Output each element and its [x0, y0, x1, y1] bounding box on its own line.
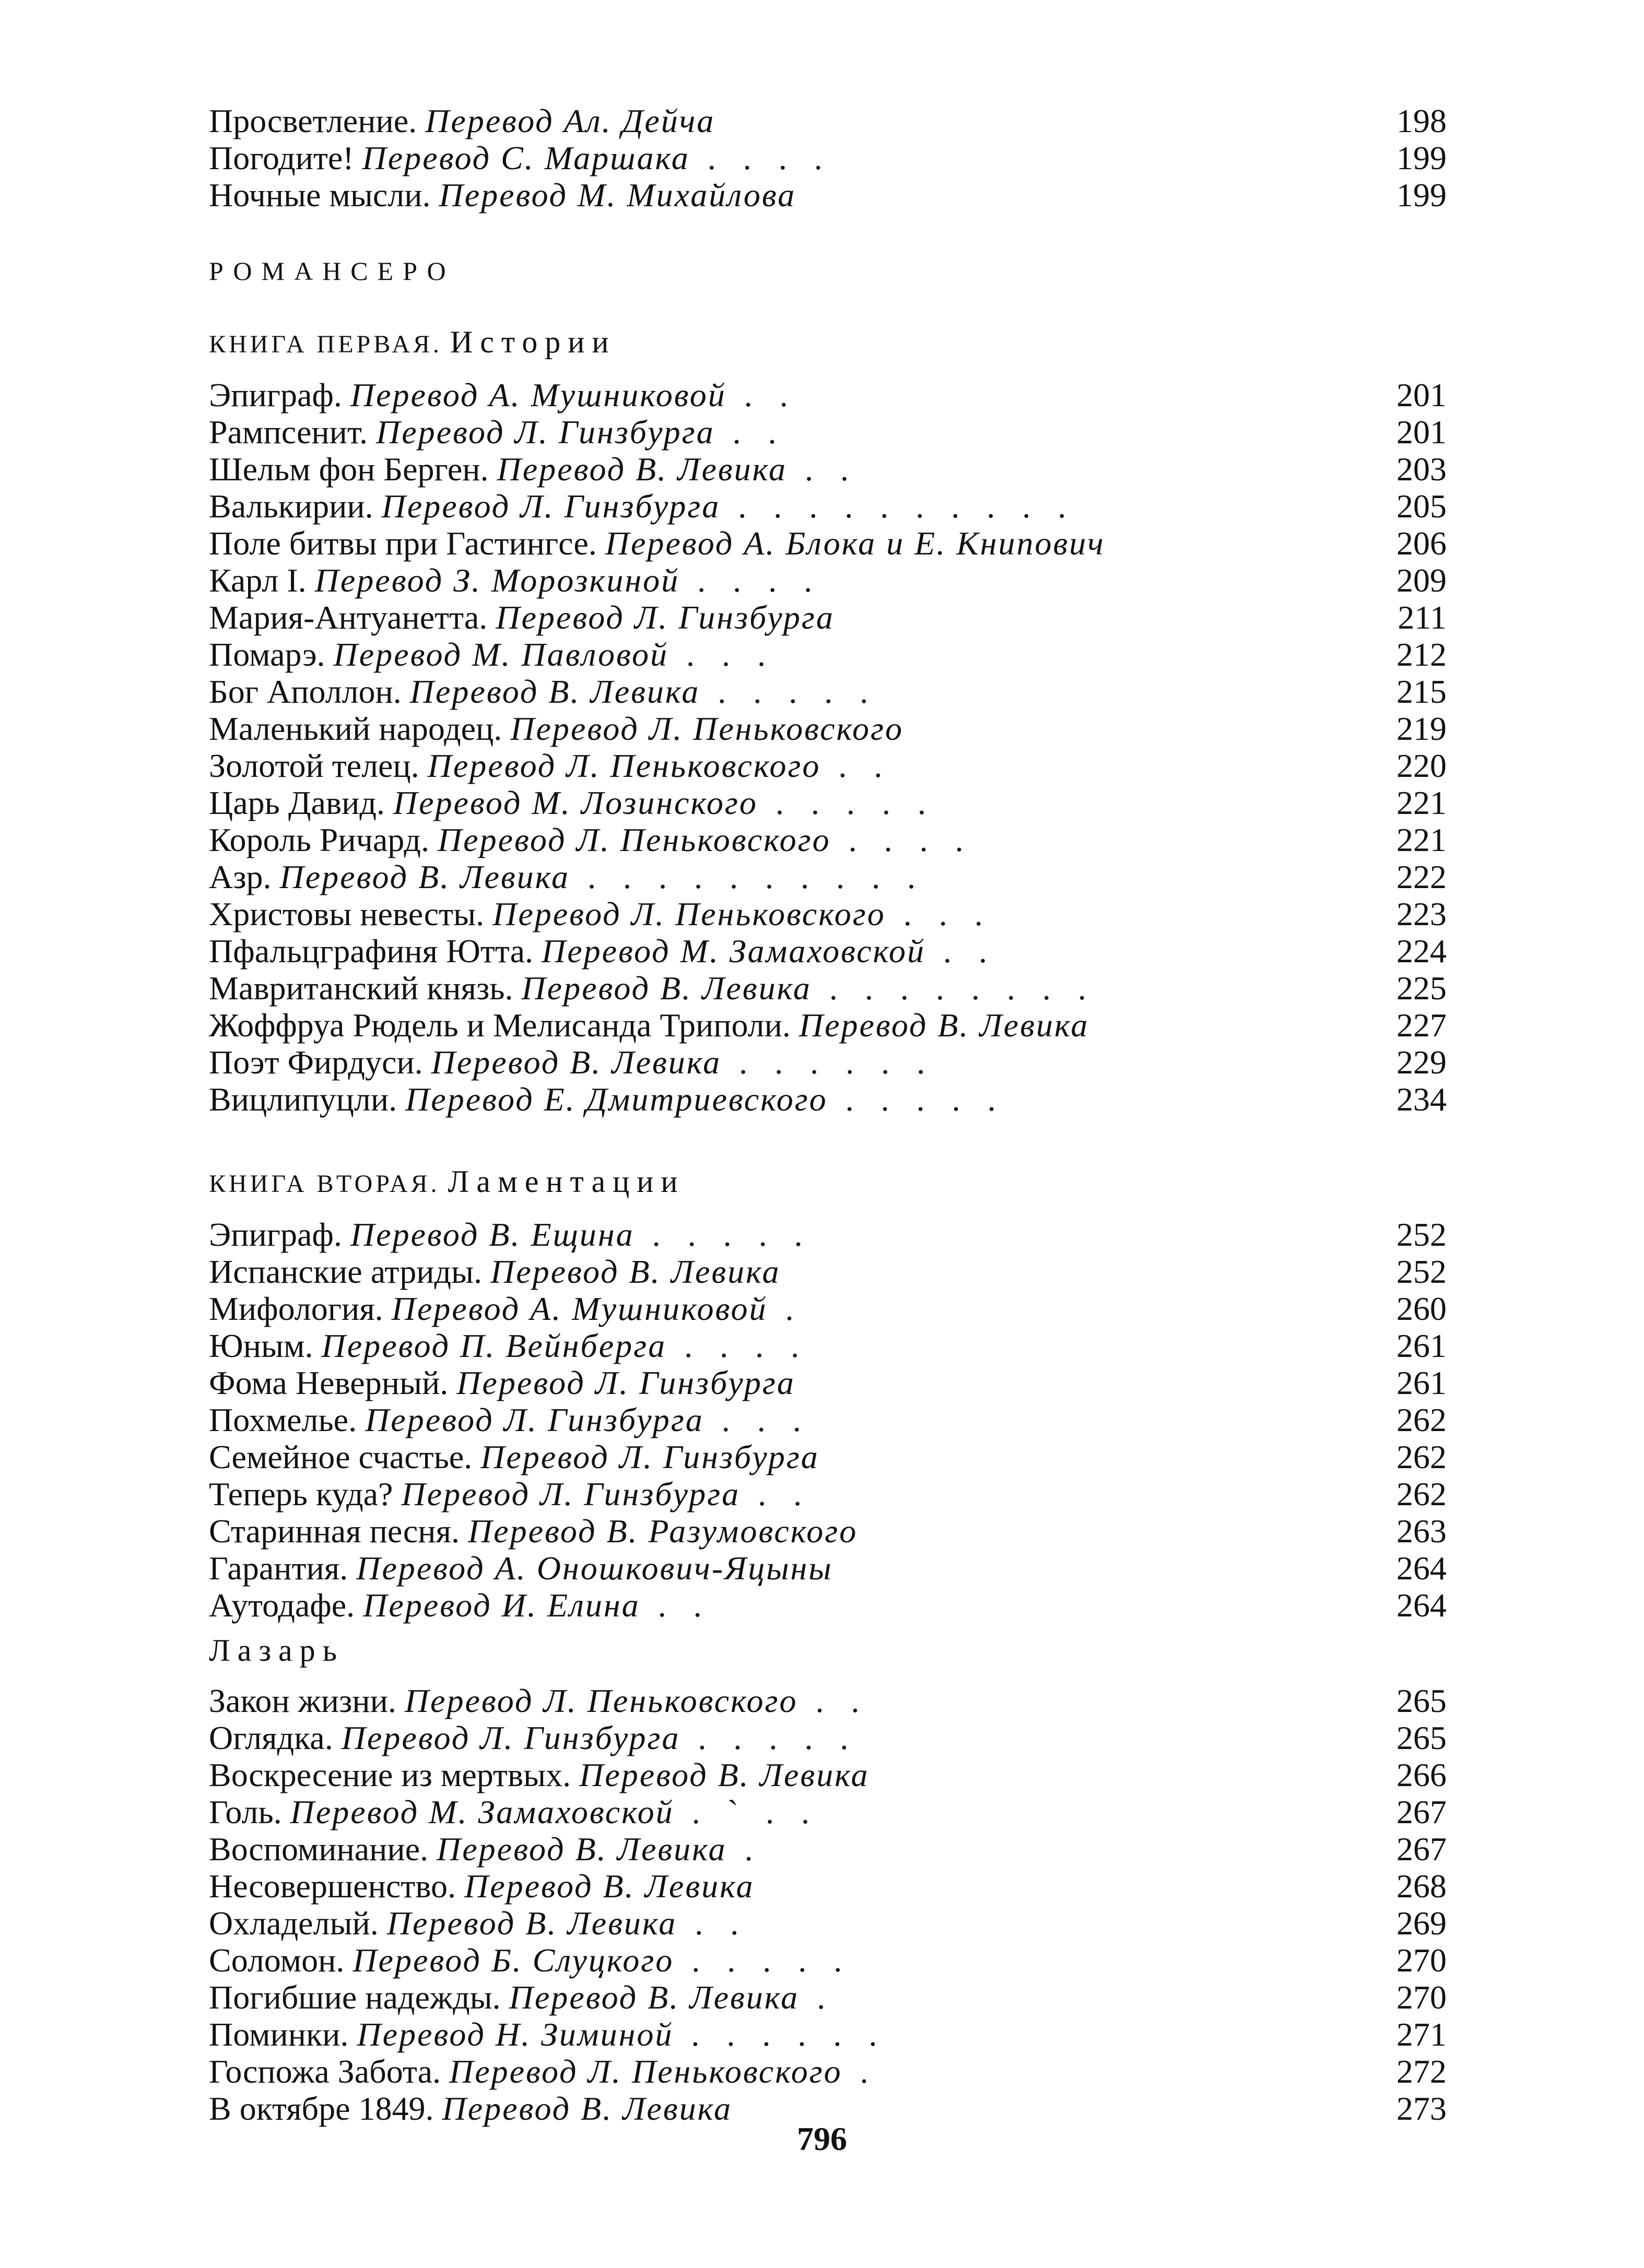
toc-entry: [209, 1587, 1447, 1624]
entry-text: [209, 1081, 1005, 1118]
entry-text: [209, 2053, 878, 2090]
dot-leader: . .: [740, 1475, 812, 1513]
entry-translator: Перевод Л. Пеньковского: [437, 821, 831, 858]
entry-title: Поле битвы при Гастингсе.: [209, 525, 597, 562]
page-ref: 211: [1398, 599, 1447, 636]
page-ref: 265: [1396, 1719, 1447, 1756]
toc-entry: [209, 821, 1447, 858]
entry-translator: Перевод В. Левика: [386, 1905, 677, 1942]
entry-translator: Перевод Л. Гинзбурга: [381, 488, 721, 525]
dot-leader: .: [767, 1290, 803, 1327]
dot-leader: . . . . .: [680, 1719, 858, 1756]
toc-entry: [209, 1438, 1447, 1475]
dot-leader: .: [799, 1979, 835, 2016]
entry-translator: Перевод М. Замаховской: [542, 932, 925, 970]
page-ref: 264: [1396, 1587, 1447, 1624]
dot-leader: . . . .: [689, 139, 832, 176]
entry-text: [209, 1868, 754, 1905]
toc-entry: [209, 1942, 1447, 1979]
entry-text: [209, 102, 715, 139]
entry-title: Закон жизни.: [209, 1682, 396, 1719]
entry-text: [209, 1979, 835, 2016]
dot-leader: . . . . .: [674, 1942, 852, 1979]
entry-title: Погибшие надежды.: [209, 1979, 501, 2016]
lazarus-heading: Лазарь: [209, 1633, 345, 1668]
entry-title: Испанские атриды.: [209, 1253, 482, 1290]
entry-translator: Перевод Л. Гинзбурга: [376, 414, 715, 451]
entry-text: [209, 895, 992, 932]
entry-title: Эпиграф.: [209, 1216, 342, 1253]
toc-entry: [209, 1007, 1447, 1044]
entry-translator: Перевод Л. Пеньковского: [449, 2053, 842, 2090]
entry-title: Похмелье.: [209, 1401, 357, 1438]
entry-title: Помарэ.: [209, 636, 325, 673]
page-ref: 267: [1396, 1793, 1447, 1830]
page-ref: 227: [1396, 1007, 1447, 1044]
toc-entry: [209, 636, 1447, 673]
entry-translator: Перевод Л. Гинзбурга: [401, 1475, 741, 1513]
entry-title: Поэт Фирдуси.: [209, 1044, 423, 1081]
page-ref: 273: [1396, 2090, 1447, 2127]
dot-leader: . . .: [703, 1401, 811, 1438]
page-ref: 220: [1396, 747, 1447, 784]
entry-title: Христовы невесты.: [209, 895, 485, 932]
entry-translator: Перевод В. Левика: [509, 1979, 800, 2016]
page-ref: 201: [1396, 414, 1447, 451]
toc-entry: [209, 1364, 1447, 1401]
page-ref: 252: [1396, 1216, 1447, 1253]
toc-entry: [209, 562, 1447, 599]
book-two-name: Ламентации: [448, 1164, 685, 1199]
page-ref: 205: [1396, 488, 1447, 525]
entry-title: Пфальцграфиня Ютта.: [209, 932, 533, 970]
book-two-heading: [209, 1147, 1447, 1216]
entry-translator: Перевод Л. Пеньковского: [404, 1682, 798, 1719]
toc-entry: [209, 1793, 1447, 1830]
page-ref: 262: [1396, 1438, 1447, 1475]
entry-translator: Перевод В. Левика: [442, 2090, 732, 2127]
entry-text: [209, 1253, 780, 1290]
page-ref: 199: [1396, 139, 1447, 176]
entry-translator: Перевод В. Левика: [579, 1756, 870, 1793]
entry-translator: Перевод Л. Гинзбурга: [456, 1364, 795, 1401]
toc-entry: [209, 1830, 1447, 1868]
toc-entry: [209, 376, 1447, 414]
entry-translator: Перевод М. Замаховской: [290, 1793, 674, 1830]
page-ref: 223: [1396, 895, 1447, 932]
dot-leader: . . . . .: [827, 1081, 1005, 1118]
book-two-label: КНИГА ВТОРАЯ.: [209, 1170, 440, 1198]
entry-translator: Перевод В. Левика: [497, 451, 787, 488]
toc-entry: [209, 1327, 1447, 1364]
entry-translator: Перевод В. Разумовского: [467, 1513, 858, 1550]
book-one-entries: [209, 376, 1447, 1118]
entry-translator: Перевод Е. Дмитриевского: [405, 1081, 828, 1118]
entry-text: [209, 1290, 803, 1327]
entry-text: [209, 1682, 868, 1719]
top-entries-list: [209, 102, 1447, 214]
entry-translator: Перевод С. Маршака: [362, 139, 690, 176]
entry-title: Мария-Антуанетта.: [209, 599, 488, 636]
page-ref: 252: [1396, 1253, 1447, 1290]
dot-leader: . . . . . .: [673, 2016, 887, 2053]
dot-leader: . .: [820, 747, 892, 784]
entry-translator: Перевод В. Левика: [464, 1868, 755, 1905]
toc-entry: [209, 895, 1447, 932]
entry-title: Мавританский князь.: [209, 970, 513, 1007]
entry-translator: Перевод В. Левика: [431, 1044, 722, 1081]
toc-entry: [209, 1682, 1447, 1719]
entry-text: [209, 2016, 886, 2053]
entry-text: [209, 932, 996, 970]
entry-text: [209, 821, 973, 858]
page-ref: 261: [1396, 1364, 1447, 1401]
toc-entry: [209, 747, 1447, 784]
page-ref: 260: [1396, 1290, 1447, 1327]
page-ref: 261: [1396, 1327, 1447, 1364]
dot-leader: . .: [726, 376, 797, 414]
entry-title: Ночные мысли.: [209, 176, 431, 214]
dot-leader: . . . . . . . .: [811, 970, 1096, 1007]
entry-text: [209, 1401, 811, 1438]
entry-translator: Перевод М. Михайлова: [439, 176, 796, 214]
toc-entry: [209, 488, 1447, 525]
dot-leader: . . . .: [830, 821, 973, 858]
page-ref: 219: [1396, 710, 1447, 747]
page-ref: 270: [1396, 1979, 1447, 2016]
entry-translator: Перевод В. Левика: [437, 1830, 727, 1868]
entry-text: [209, 858, 925, 895]
entry-translator: Перевод Л. Пеньковского: [427, 747, 821, 784]
page-ref: 263: [1396, 1513, 1447, 1550]
entry-translator: Перевод А. Блока и Е. Книпович: [605, 525, 1105, 562]
toc-entry: [209, 1475, 1447, 1513]
dot-leader: . .: [677, 1905, 748, 1942]
entry-text: [209, 176, 796, 214]
entry-translator: Перевод Ал. Дейча: [425, 102, 715, 139]
book-one-heading: [209, 308, 1447, 376]
entry-text: [209, 636, 775, 673]
book-one-name: Истории: [450, 325, 616, 359]
page-ref: 264: [1396, 1550, 1447, 1587]
entry-title: Вицлипуцли.: [209, 1081, 397, 1118]
toc-entry: [209, 599, 1447, 636]
toc-entry: [209, 451, 1447, 488]
page-ref: 269: [1396, 1905, 1447, 1942]
section-title: РОМАНСЕРО: [209, 256, 455, 286]
book-one-label: КНИГА ПЕРВАЯ.: [209, 330, 442, 358]
entry-title: Теперь куда?: [209, 1475, 393, 1513]
entry-translator: Перевод В. Левика: [521, 970, 812, 1007]
entry-text: [209, 710, 903, 747]
spacer: [209, 1674, 1447, 1682]
entry-text: [209, 1905, 748, 1942]
page-ref: 225: [1396, 970, 1447, 1007]
entry-title: Старинная песня.: [209, 1513, 460, 1550]
dot-leader: .: [842, 2053, 878, 2090]
entry-text: [209, 1475, 811, 1513]
spacer: [209, 1118, 1447, 1147]
entry-text: [209, 747, 891, 784]
entry-title: Эпиграф.: [209, 376, 342, 414]
toc-entry: [209, 1905, 1447, 1942]
entry-title: Голь.: [209, 1793, 282, 1830]
entry-text: [209, 1513, 858, 1550]
entry-title: Аутодафе.: [209, 1587, 355, 1624]
entry-translator: Перевод М. Павловой: [333, 636, 668, 673]
entry-text: [209, 673, 877, 710]
page-ref: 221: [1396, 784, 1447, 821]
entry-translator: Перевод А. Мушниковой: [350, 376, 726, 414]
entry-title: Оглядка.: [209, 1719, 333, 1756]
entry-translator: Перевод В. Ещина: [350, 1216, 635, 1253]
entry-text: [209, 1587, 711, 1624]
entry-text: [209, 562, 821, 599]
page-ref: 262: [1396, 1475, 1447, 1513]
dot-leader: . . . . . . . . . .: [569, 858, 925, 895]
toc-entry: [209, 673, 1447, 710]
page-ref: 201: [1396, 376, 1447, 414]
entry-title: Царь Давид.: [209, 784, 385, 821]
entry-translator: Перевод Л. Гинзбурга: [480, 1438, 819, 1475]
entry-text: [209, 488, 1075, 525]
page-ref: 262: [1396, 1401, 1447, 1438]
toc-entry: [209, 1401, 1447, 1438]
entry-text: [209, 1044, 934, 1081]
entry-translator: Перевод Л. Пеньковского: [510, 710, 903, 747]
dot-leader: . ` . .: [674, 1793, 819, 1830]
toc-entry: [209, 176, 1447, 214]
entry-translator: Перевод Н. Зиминой: [357, 2016, 674, 2053]
entry-title: Мифология.: [209, 1290, 383, 1327]
page-ref: 267: [1396, 1830, 1447, 1868]
page-ref: 224: [1396, 932, 1447, 970]
entry-translator: Перевод И. Елина: [363, 1587, 640, 1624]
page-ref: 206: [1396, 525, 1447, 562]
entry-text: [209, 1007, 1089, 1044]
toc-entry: [209, 1868, 1447, 1905]
lazarus-entries: [209, 1682, 1447, 2127]
entry-translator: Перевод Л. Гинзбурга: [496, 599, 835, 636]
entry-translator: Перевод А. Мушниковой: [391, 1290, 768, 1327]
dot-leader: . . . . .: [634, 1216, 812, 1253]
dot-leader: . . . .: [679, 562, 822, 599]
page-ref: 266: [1396, 1756, 1447, 1793]
page-ref: 229: [1396, 1044, 1447, 1081]
toc-entry: [209, 1513, 1447, 1550]
page-number: 796: [797, 2120, 847, 2157]
entry-translator: Перевод Л. Пеньковского: [492, 895, 886, 932]
toc-entry: [209, 139, 1447, 176]
entry-title: Король Ричард.: [209, 821, 429, 858]
page-ref: 270: [1396, 1942, 1447, 1979]
toc-entry: [209, 1756, 1447, 1793]
toc-entry: [209, 858, 1447, 895]
page-ref: 222: [1396, 858, 1447, 895]
entry-translator: Перевод П. Вейнберга: [321, 1327, 667, 1364]
entry-title: Погодите!: [209, 139, 354, 176]
entry-title: В октябре 1849.: [209, 2090, 434, 2127]
entry-title: Несовершенство.: [209, 1868, 456, 1905]
entry-text: [209, 784, 935, 821]
entry-translator: Перевод Б. Слуцкого: [353, 1942, 674, 1979]
entry-title: Карл I.: [209, 562, 307, 599]
entry-title: Семейное счастье.: [209, 1438, 473, 1475]
page-ref: 198: [1396, 102, 1447, 139]
table-of-contents: [209, 102, 1447, 2127]
entry-text: [209, 414, 786, 451]
toc-entry: [209, 932, 1447, 970]
entry-text: [209, 451, 858, 488]
page-ref: 215: [1396, 673, 1447, 710]
entry-title: Гарантия.: [209, 1550, 348, 1587]
dot-leader: . . . . . . . . . .: [720, 488, 1076, 525]
entry-text: [209, 1942, 851, 1979]
toc-entry: [209, 2053, 1447, 2090]
entry-translator: Перевод В. Левика: [409, 673, 700, 710]
page-ref: 209: [1396, 562, 1447, 599]
dot-leader: . . .: [885, 895, 992, 932]
entry-text: [209, 1793, 819, 1830]
entry-title: Госпожа Забота.: [209, 2053, 441, 2090]
dot-leader: . . . . .: [757, 784, 935, 821]
entry-translator: Перевод Л. Гинзбурга: [365, 1401, 704, 1438]
entry-translator: Перевод А. Оношкович-Яцыны: [356, 1550, 833, 1587]
page-ref: 199: [1396, 176, 1447, 214]
page-ref: 268: [1396, 1868, 1447, 1905]
dot-leader: . .: [640, 1587, 711, 1624]
entry-text: [209, 599, 835, 636]
entry-title: Юным.: [209, 1327, 313, 1364]
entry-text: [209, 139, 832, 176]
entry-title: Охладелый.: [209, 1905, 379, 1942]
toc-entry: [209, 1979, 1447, 2016]
dot-leader: . . . . . .: [721, 1044, 935, 1081]
dot-leader: . .: [787, 451, 858, 488]
entry-text: [209, 1756, 870, 1793]
page-ref: 221: [1396, 821, 1447, 858]
toc-entry: [209, 1550, 1447, 1587]
entry-translator: Перевод З. Морозкиной: [314, 562, 680, 599]
toc-entry: [209, 2016, 1447, 2053]
entry-title: Азр.: [209, 858, 272, 895]
toc-entry: [209, 784, 1447, 821]
toc-entry: [209, 1719, 1447, 1756]
book-two-entries: [209, 1216, 1447, 1624]
toc-entry: [209, 1253, 1447, 1290]
dot-leader: . . . . .: [700, 673, 878, 710]
toc-entry: [209, 525, 1447, 562]
toc-entry: [209, 1216, 1447, 1253]
entry-text: [209, 525, 1105, 562]
dot-leader: . .: [797, 1682, 869, 1719]
entry-title: Золотой телец.: [209, 747, 419, 784]
entry-text: [209, 1216, 812, 1253]
entry-translator: Перевод В. Левика: [279, 858, 570, 895]
entry-title: Жоффруа Рюдель и Мелисанда Триполи.: [209, 1007, 791, 1044]
entry-text: [209, 1550, 833, 1587]
entry-title: Соломон.: [209, 1942, 345, 1979]
page-ref: 212: [1396, 636, 1447, 673]
dot-leader: . . .: [668, 636, 775, 673]
page-ref: 203: [1396, 451, 1447, 488]
entry-title: Бог Аполлон.: [209, 673, 402, 710]
entry-text: [209, 1438, 819, 1475]
entry-title: Валькирии.: [209, 488, 373, 525]
entry-title: Шельм фон Берген.: [209, 451, 489, 488]
toc-entry: [209, 1081, 1447, 1118]
entry-translator: Перевод Л. Гинзбурга: [341, 1719, 680, 1756]
page-ref: 272: [1396, 2053, 1447, 2090]
toc-entry: [209, 1044, 1447, 1081]
entry-title: Фома Неверный.: [209, 1364, 449, 1401]
entry-title: Воскресение из мертвых.: [209, 1756, 571, 1793]
entry-title: Воспоминание.: [209, 1830, 429, 1868]
dot-leader: . .: [714, 414, 786, 451]
toc-entry: [209, 1290, 1447, 1327]
entry-translator: Перевод М. Лозинского: [393, 784, 758, 821]
entry-text: [209, 970, 1096, 1007]
entry-text: [209, 1327, 808, 1364]
entry-translator: Перевод В. Левика: [798, 1007, 1089, 1044]
toc-entry: [209, 970, 1447, 1007]
dot-leader: . . . .: [666, 1327, 809, 1364]
entry-text: [209, 376, 797, 414]
dot-leader: . .: [925, 932, 996, 970]
toc-entry: [209, 414, 1447, 451]
entry-title: Просветление.: [209, 102, 417, 139]
toc-entry: [209, 102, 1447, 139]
entry-title: Маленький народец.: [209, 710, 502, 747]
page-ref: 271: [1396, 2016, 1447, 2053]
entry-text: [209, 1830, 762, 1868]
page-ref: 265: [1396, 1682, 1447, 1719]
toc-entry: [209, 710, 1447, 747]
entry-text: [209, 1364, 795, 1401]
entry-title: Поминки.: [209, 2016, 349, 2053]
entry-text: [209, 1719, 858, 1756]
page-ref: 234: [1396, 1081, 1447, 1118]
dot-leader: .: [726, 1830, 762, 1868]
entry-translator: Перевод В. Левика: [490, 1253, 781, 1290]
entry-title: Рампсенит.: [209, 414, 368, 451]
